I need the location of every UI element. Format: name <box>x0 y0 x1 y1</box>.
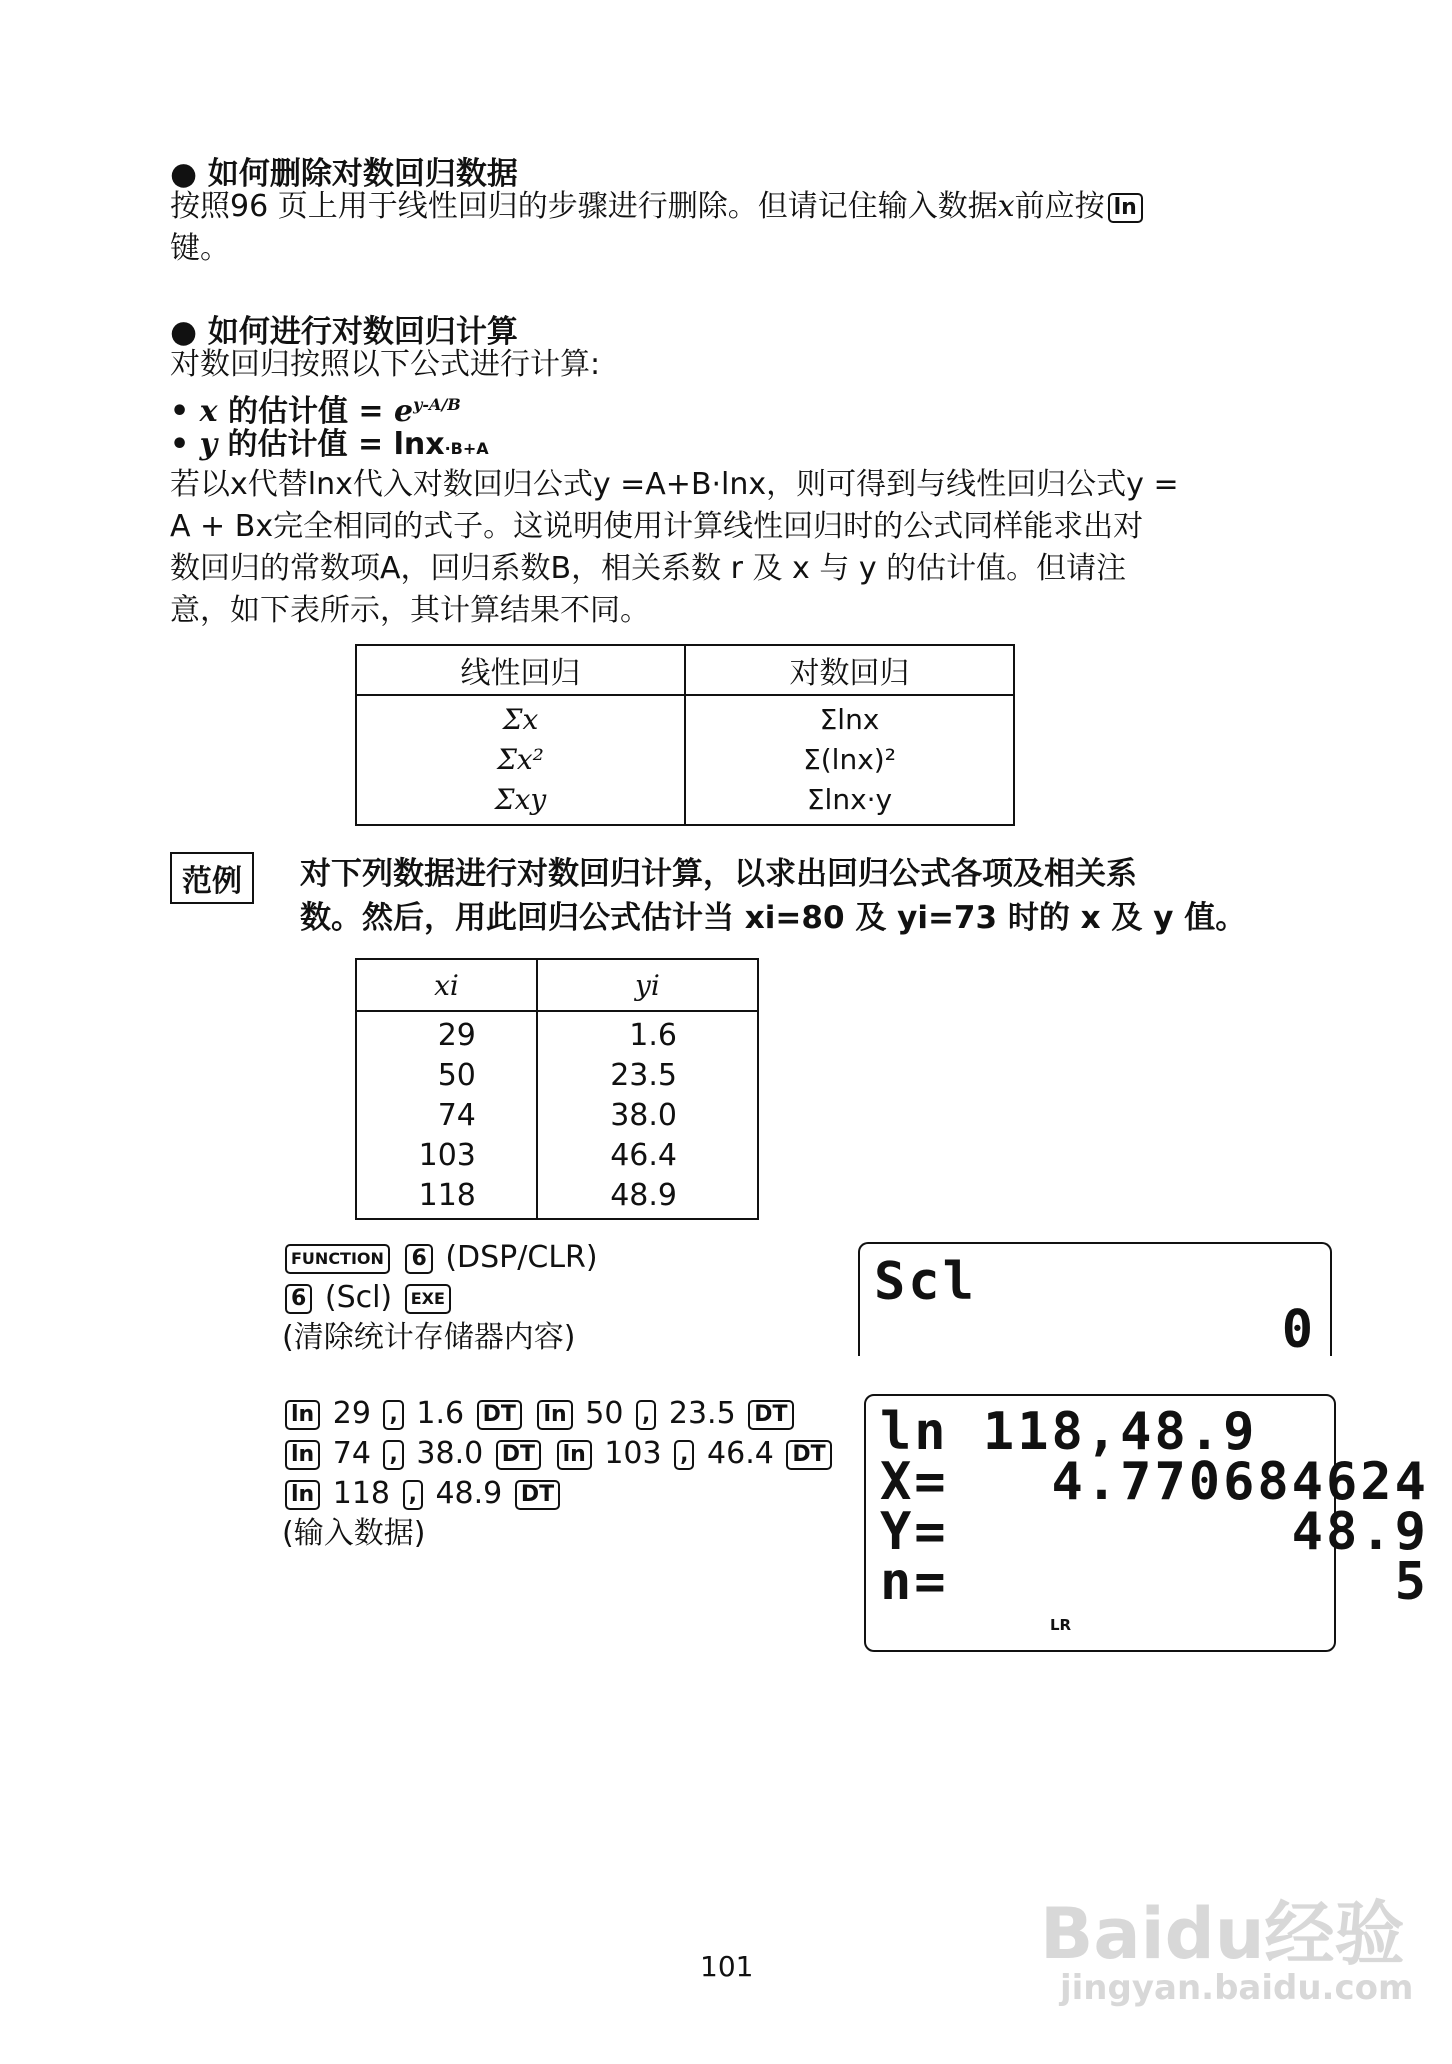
six-key: 6 <box>405 1244 432 1274</box>
table-cell: 29 <box>437 1018 476 1053</box>
bullet-icon: ● <box>170 156 198 192</box>
table-cell: Σlnx <box>819 703 880 736</box>
table-cell: Σ(lnx)² <box>803 743 896 776</box>
table-cell: 118 <box>418 1178 476 1213</box>
ln-key: ln <box>537 1400 572 1430</box>
comma-key: , <box>674 1440 694 1470</box>
watermark-logo: Baidu经验 <box>1040 1893 1405 1975</box>
table-cell: 103 <box>418 1138 476 1173</box>
calc-paragraph: 若以x代替lnx代入对数回归公式y =A+B·lnx，则可得到与线性回归公式y = A + Bx完全相同的式子。这说明使用计算线性回归时的公式同样能求出对 数回归的常数项A，回归系数B，相关系数 r 及 x 与 y 的估计值。但请注 意，如下表所示，其计算结果不同。 <box>170 467 1179 628</box>
table-cell: Σlnx·y <box>806 783 893 816</box>
dt-key: DT <box>786 1440 831 1470</box>
table-header: 线性回归 <box>356 645 685 695</box>
example-tag: 范例 <box>170 852 254 904</box>
dt-key: DT <box>477 1400 522 1430</box>
function-key: FUNCTION <box>285 1244 390 1274</box>
table-cell: 74 <box>437 1098 476 1133</box>
dt-key: DT <box>748 1400 793 1430</box>
example-description: 对下列数据进行对数回归计算，以求出回归公式各项及相关系 数。然后，用此回归公式估计当 xi=80 及 yi=73 时的 x 及 y 值。 <box>300 856 1247 936</box>
ln-key: ln <box>557 1440 592 1470</box>
lcd-line: 0 <box>1281 1300 1316 1360</box>
table-cell: 38.0 <box>610 1098 677 1133</box>
section-heading-calc: ● 如何进行对数回归计算 <box>170 314 518 350</box>
exe-key: EXE <box>405 1284 451 1314</box>
lcd-line: Y= 48.9 <box>880 1502 1429 1562</box>
lcd-line: n= 5 <box>880 1552 1429 1612</box>
formula-x: • x 的估计值 = $e^{y-A/B}$ <box>170 394 461 429</box>
lr-indicator: LR <box>1050 1616 1072 1634</box>
comparison-table <box>355 644 1015 826</box>
comma-key: , <box>383 1400 403 1430</box>
comma-key: , <box>403 1480 423 1510</box>
calculator-display-scl <box>858 1242 1332 1360</box>
comma-key: , <box>383 1440 403 1470</box>
comma-key: , <box>636 1400 656 1430</box>
step2-keys: ln 29 , 1.6 DT ln 50 , 23.5 DT ln 74 , 38.0 DT ln 103 , 46.4 DT ln 118 , 48.9 DT (输入数据) <box>282 1394 835 1554</box>
table-cell: 1.6 <box>629 1018 677 1053</box>
table-cell: 50 <box>437 1058 476 1093</box>
table-cell: 23.5 <box>610 1058 677 1093</box>
calculator-display-result <box>864 1394 1429 1652</box>
delete-instruction-cont: 键。 <box>170 231 230 266</box>
lcd-line: Scl <box>874 1252 977 1312</box>
step1-note: (清除统计存储器内容) <box>282 1320 576 1355</box>
table-header: 对数回归 <box>685 645 1014 695</box>
table-header: xi <box>356 959 537 1011</box>
ln-key: ln <box>285 1440 320 1470</box>
watermark-url: jingyan.baidu.com <box>1060 1968 1414 2008</box>
six-key: 6 <box>285 1284 312 1314</box>
dt-key: DT <box>515 1480 560 1510</box>
step1-keys: FUNCTION 6 (DSP/CLR) 6 (Scl) EXE (清除统计存储器内容) <box>282 1238 598 1358</box>
data-table <box>355 958 759 1220</box>
table-cell: 46.4 <box>610 1138 677 1173</box>
bullet-icon: ● <box>170 314 198 350</box>
page-number: 101 <box>700 1950 754 1983</box>
lcd-line: ln 118,48.9 <box>880 1402 1258 1462</box>
ln-key: ln <box>1108 193 1143 223</box>
step2-note: (输入数据) <box>282 1516 426 1551</box>
delete-instruction: 按照96 页上用于线性回归的步骤进行删除。但请记住输入数据x前应按 ln <box>170 186 1146 228</box>
table-cell: Σxy <box>494 783 547 816</box>
table-cell: 48.9 <box>610 1178 677 1213</box>
table-cell: Σx <box>502 703 539 736</box>
lcd-line: X= 4.770684624 <box>880 1452 1429 1512</box>
ln-key: ln <box>285 1400 320 1430</box>
table-header: yi <box>537 959 758 1011</box>
dt-key: DT <box>496 1440 541 1470</box>
table-cell: Σx² <box>497 743 544 776</box>
ln-key: ln <box>285 1480 320 1510</box>
formula-y: • y 的估计值 = lnx·B+A <box>170 427 489 462</box>
calc-intro: 对数回归按照以下公式进行计算: <box>170 347 601 382</box>
section-heading-delete: ● 如何删除对数回归数据 <box>170 156 518 192</box>
